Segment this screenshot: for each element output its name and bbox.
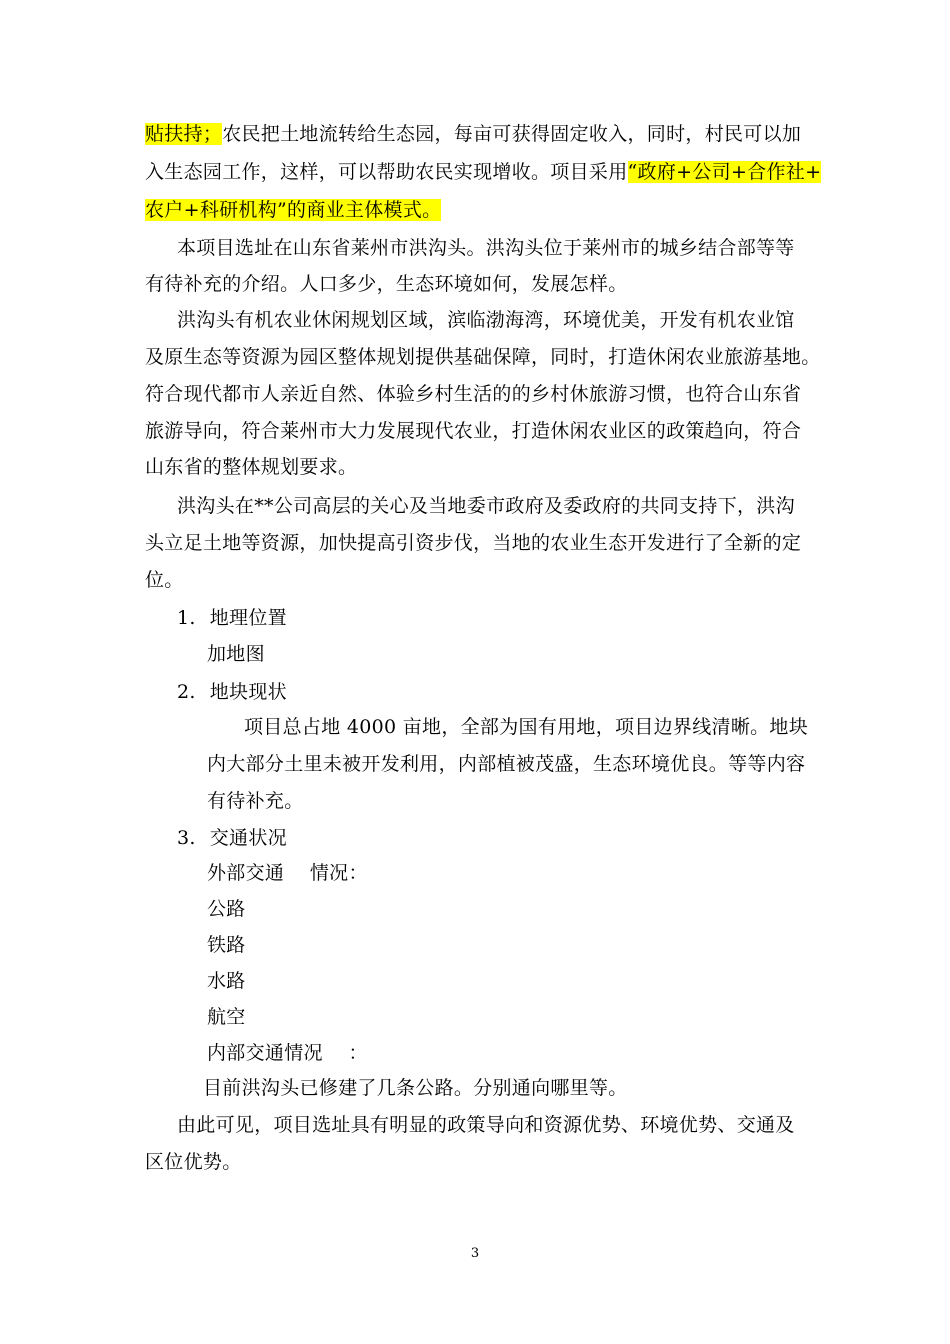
section-heading	[177, 825, 287, 851]
text-line: 位。	[145, 569, 184, 591]
traffic-item: 水路	[207, 970, 246, 992]
text-line: 及原生态等资源为园区整体规划提供基础保障，同时，打造休闲农业旅游基地。	[145, 346, 821, 368]
text-line: 有待补充的介绍。人口多少，生态环境如何，发展怎样。	[145, 273, 628, 295]
text-line: 山东省的整体规划要求。	[145, 456, 358, 478]
internal-traffic-label: 内部交通情况 ：	[207, 1042, 368, 1064]
section-title: 交通状况	[209, 827, 287, 849]
body-text: 入生态园工作，这样，可以帮助农民实现增收。项目采用	[145, 161, 628, 183]
section-heading	[177, 679, 287, 705]
list-number: 3.	[177, 827, 196, 849]
list-number: 1.	[177, 607, 196, 629]
traffic-item: 公路	[207, 898, 246, 920]
traffic-note: 目前洪沟头已修建了几条公路。分别通向哪里等。	[203, 1077, 628, 1099]
text-line: 内大部分土里未被开发利用，内部植被茂盛，生态环境优良。等等内容	[207, 753, 806, 775]
page-number: 3	[470, 1246, 480, 1261]
text-line: 区位优势。	[145, 1151, 242, 1173]
text-line: 洪沟头在**公司高层的关心及当地委市政府及委政府的共同支持下，洪沟	[177, 495, 795, 517]
traffic-item: 航空	[207, 1006, 246, 1028]
list-number: 2.	[177, 681, 196, 703]
text-line: 符合现代都市人亲近自然、体验乡村生活的的乡村休旅游习惯，也符合山东省	[145, 383, 802, 405]
text-line: 项目总占地 4000 亩地，全部为国有用地，项目边界线清晰。地块	[244, 716, 809, 738]
section-body: 加地图	[207, 643, 265, 665]
paragraph-1-line-3	[145, 197, 441, 223]
external-traffic-label: 外部交通 情况：	[207, 862, 368, 884]
highlighted-text: “政府+公司+合作社+	[627, 161, 822, 183]
text-line: 洪沟头有机农业休闲规划区域，滨临渤海湾，环境优美，开发有机农业馆	[177, 309, 795, 331]
text-line: 由此可见，项目选址具有明显的政策导向和资源优势、环境优势、交通及	[177, 1114, 795, 1136]
traffic-item: 铁路	[207, 934, 246, 956]
section-title: 地理位置	[209, 607, 287, 629]
paragraph-1-line-1	[145, 121, 801, 147]
body-text: 农民把土地流转给生态园，每亩可获得固定收入，同时，村民可以加	[222, 123, 802, 145]
text-line: 头立足土地等资源，加快提高引资步伐，当地的农业生态开发进行了全新的定	[145, 532, 802, 554]
section-heading	[177, 605, 287, 631]
text-line: 本项目选址在山东省莱州市洪沟头。洪沟头位于莱州市的城乡结合部等等	[177, 237, 795, 259]
paragraph-1-line-2	[145, 159, 821, 185]
text-line: 有待补充。	[207, 790, 304, 812]
text-line: 旅游导向，符合莱州市大力发展现代农业，打造休闲农业区的政策趋向，符合	[145, 420, 802, 442]
highlighted-text: 贴扶持；	[145, 123, 223, 145]
section-title: 地块现状	[209, 681, 287, 703]
highlighted-text: 农户+科研机构”的商业主体模式。	[145, 199, 442, 221]
